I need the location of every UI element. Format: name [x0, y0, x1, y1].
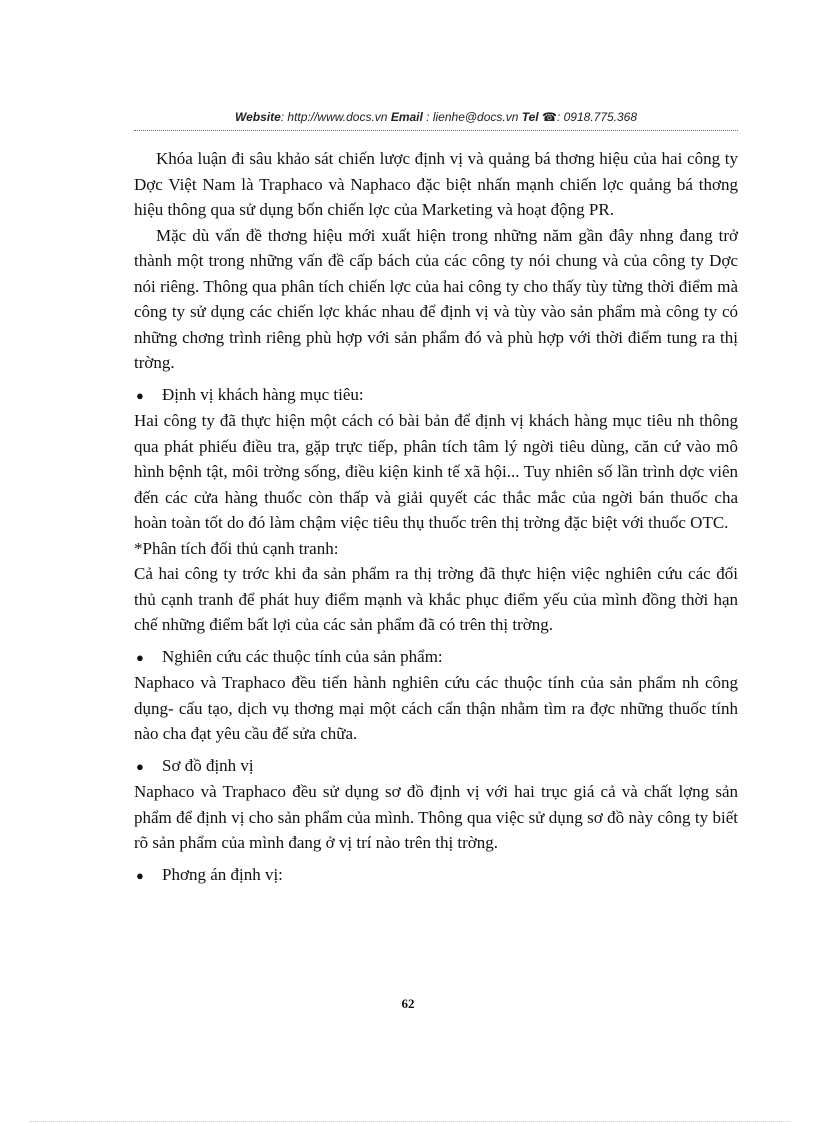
bullet-icon: ● — [136, 649, 144, 665]
paragraph-thesis-summary: Khóa luận đi sâu khảo sát chiến lược định vị và quảng bá thơng hiệu của hai công ty Dợc Việt Nam là Traphaco và Naphaco đặc biệt nhấn mạnh chiến lợc quảng bá thơng hiệu thông qua sử dụng bốn chiến lợc của Marketing và hoạt động PR. — [134, 149, 738, 219]
bullet-icon: ● — [136, 758, 144, 774]
bullet-label: Sơ đồ định vị — [162, 755, 254, 775]
footer-divider — [30, 1121, 790, 1122]
bullet-label: Phơng án định vị: — [162, 864, 283, 884]
page-number: 62 — [401, 996, 415, 1011]
paragraph-brand-strategy: Mặc dù vấn đề thơng hiệu mới xuất hiện trong những năm gần đây nhng đang trở thành một trong những vấn đề cấp bách của các công ty nói chung và của công ty Dợc nói riêng. Thông qua phân tích chiến lợc của hai công ty cho thấy tùy từng thời điểm mà công ty sử dụng các chiến lợc khác nhau để định vị và tùy vào sản phẩm mà công ty có những chơng trình riêng phù hợp với sản phẩm đó và phù hợp với thời điểm tung ra thị trờng. — [134, 225, 738, 372]
email-label: Email — [390, 110, 423, 124]
header-divider — [134, 130, 738, 131]
bullet-icon: ● — [136, 867, 144, 883]
phone-icon: ☎ — [542, 110, 557, 124]
email-value: : lienhe@docs.vn — [426, 110, 519, 124]
paragraph-target-customers: Hai công ty đã thực hiện một cách có bài bản để định vị khách hàng mục tiêu nh thông qua phát phiếu điều tra, gặp trực tiếp, phân tích tâm lý ngời tiêu dùng, căn cứ vào mô hình bệnh tật, môi trờng sống, điều kiện kinh tế xã hội... Tuy nhiên số lần trình dợc viên đến các cửa hàng thuốc còn thấp và giải quyết các thắc mắc của ngời bán thuốc cha hoàn toàn tốt do đó làm chậm việc tiêu thụ thuốc trên thị trờng đặc biệt với thuốc OTC. — [134, 411, 738, 532]
heading-competitor-analysis: *Phân tích đối thủ cạnh tranh: — [134, 538, 339, 558]
bullet-item-positioning-map — [134, 753, 738, 780]
bullet-item-positioning-options — [134, 862, 738, 889]
bullet-label: Định vị khách hàng mục tiêu: — [162, 384, 364, 404]
paragraph-competitor-analysis: Cả hai công ty trớc khi đa sản phẩm ra thị trờng đã thực hiện việc nghiên cứu các đối thủ cạnh tranh để phát huy điểm mạnh và khắc phục điểm yếu của mình đồng thời hạn chế những điểm bất lợi của các sản phẩm đã có trên thị trờng. — [134, 564, 738, 634]
paragraph-positioning-map: Naphaco và Traphaco đều sử dụng sơ đồ định vị với hai trục giá cả và chất lợng sản phẩm để định vị cho sản phẩm của mình. Thông qua việc sử dụng sơ đồ này công ty biết rõ sản phẩm của mình đang ở vị trí nào trên thị trờng. — [134, 782, 738, 852]
website-label: Website — [234, 110, 281, 124]
tel-label: Tel — [521, 110, 539, 124]
paragraph-product-attributes: Naphaco và Traphaco đều tiến hành nghiên cứu các thuộc tính của sản phẩm nh công dụng- cấu tạo, dịch vụ thơng mại một cách cẩn thận nhằm tìm ra đợc những thuốc tính nào cha đạt yêu cầu để sửa chữa. — [134, 673, 738, 743]
bullet-item-target-customers — [134, 382, 738, 409]
tel-value: : 0918.775.368 — [556, 110, 638, 124]
website-value: : http://www.docs.vn — [280, 110, 388, 124]
bullet-label: Nghiên cứu các thuộc tính của sản phẩm: — [162, 646, 443, 666]
bullet-item-product-attributes — [134, 644, 738, 671]
bullet-icon: ● — [136, 387, 144, 403]
page-header — [134, 110, 738, 124]
document-body — [134, 146, 738, 888]
